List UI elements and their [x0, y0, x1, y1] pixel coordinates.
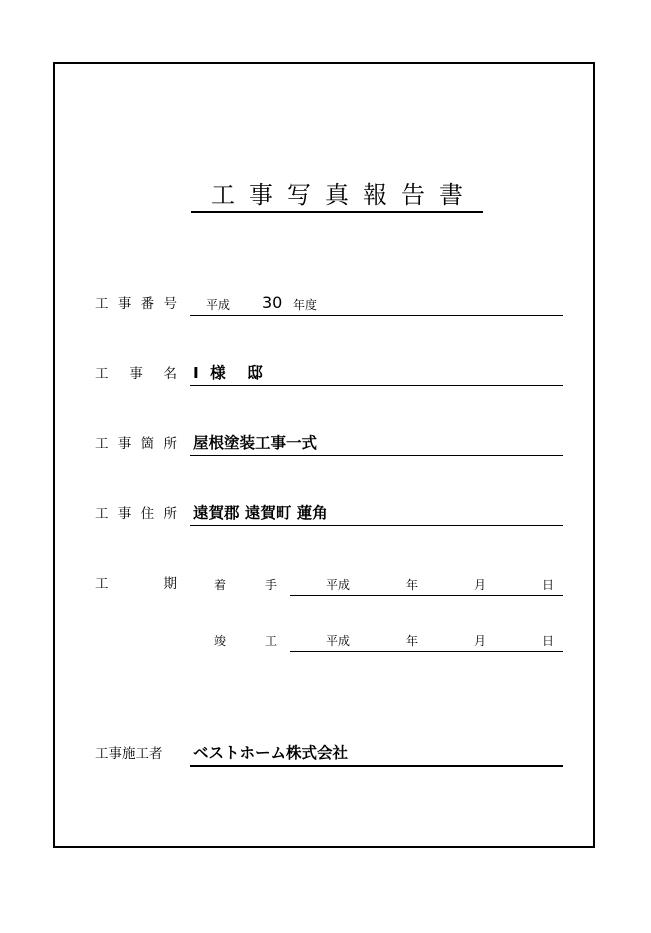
- scope-underline: [190, 455, 563, 456]
- number-suffix: 年度: [293, 298, 318, 312]
- label-char: 番: [140, 296, 155, 312]
- label-char: 期: [163, 576, 177, 592]
- label-char: 事: [129, 366, 143, 382]
- document-title: 工事写真報告書: [211, 181, 477, 209]
- label-char: 工: [95, 296, 109, 312]
- label-char: 工: [95, 746, 109, 762]
- period-start-underline: [290, 595, 563, 596]
- period-start-year-unit: 年: [406, 578, 419, 592]
- label-construction-period: [95, 575, 177, 593]
- period-end-era: 平成: [326, 634, 351, 648]
- period-end-month-unit: 月: [474, 634, 487, 648]
- label-char: 号: [163, 296, 177, 312]
- label-char: 名: [163, 366, 177, 382]
- period-start-label-char: 着: [214, 578, 227, 592]
- label-construction-number: [95, 295, 177, 313]
- label-char: 工: [95, 436, 109, 452]
- title-underline: [191, 211, 483, 213]
- label-char: 住: [140, 506, 155, 522]
- period-end-day-unit: 日: [542, 634, 555, 648]
- label-char: 工: [95, 576, 109, 592]
- period-end-label-char: 竣: [214, 634, 227, 648]
- label-construction-address: [95, 505, 177, 523]
- construction-address-value: 遠賀郡 遠賀町 蓮角: [193, 504, 328, 522]
- label-construction-scope: [95, 435, 177, 453]
- period-start-label-char: 手: [265, 578, 278, 592]
- period-start-era: 平成: [326, 578, 351, 592]
- label-char: 事: [117, 506, 132, 522]
- label-char: 者: [149, 746, 163, 762]
- address-underline: [190, 525, 563, 526]
- construction-scope-value: 屋根塗装工事一式: [193, 434, 318, 452]
- construction-name-value: I 様 邸: [193, 364, 266, 382]
- name-underline: [190, 385, 563, 386]
- contractor-underline: [190, 765, 563, 767]
- number-underline: [190, 315, 563, 316]
- period-end-year-unit: 年: [406, 634, 419, 648]
- period-start-month-unit: 月: [474, 578, 487, 592]
- number-year: 30: [262, 293, 283, 312]
- period-end-underline: [290, 651, 563, 652]
- label-char: 工: [95, 506, 109, 522]
- label-contractor: [95, 745, 177, 763]
- number-era: 平成: [206, 298, 231, 312]
- label-char: 事: [108, 746, 122, 762]
- label-char: 工: [95, 366, 109, 382]
- label-char: 所: [163, 506, 177, 522]
- label-char: 事: [117, 436, 132, 452]
- label-char: 所: [163, 436, 177, 452]
- label-char: 工: [135, 746, 149, 762]
- period-start-day-unit: 日: [542, 578, 555, 592]
- period-end-label-char: 工: [265, 634, 278, 648]
- label-char: 箇: [140, 436, 155, 452]
- label-construction-name: [95, 365, 177, 383]
- label-char: 施: [122, 746, 136, 762]
- contractor-value: ベストホーム株式会社: [193, 744, 349, 762]
- label-char: 事: [117, 296, 132, 312]
